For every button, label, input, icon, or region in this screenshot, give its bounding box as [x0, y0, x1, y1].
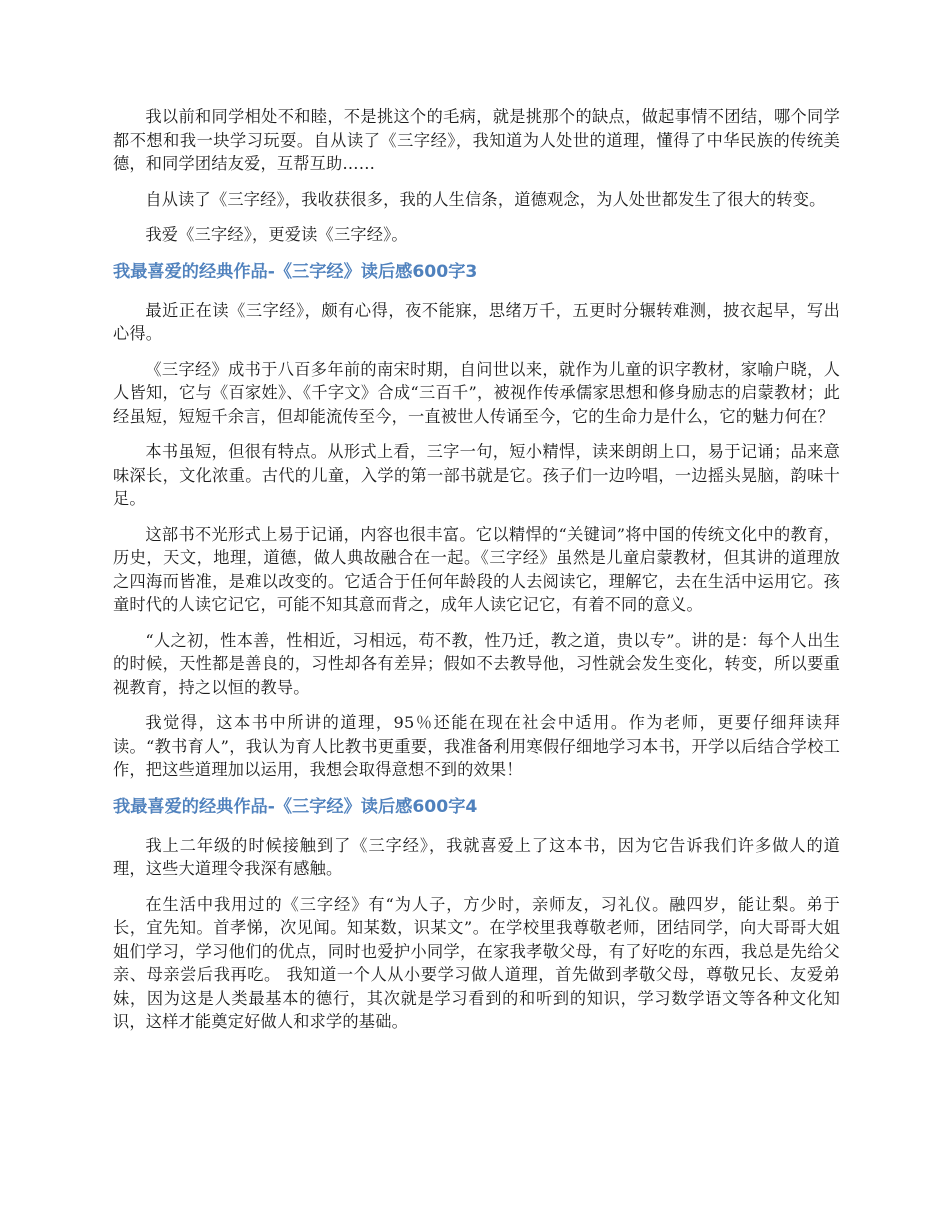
paragraph: 我爱《三字经》，更爱读《三字经》。 — [145, 225, 408, 244]
paragraph: 《三字经》成书于八百多年前的南宋时期，自问世以来，就作为儿童的识字教材，家喻户晓，人人皆知，它与《百家姓》、《千字文》合成“三百千”，被视作传承儒家思想和修身励志的启蒙教材；此经虽短，短短千余言，但却能流传至今，一直被世人传诵至今，它的生命力是什么，它的魅力何在？ — [113, 359, 840, 426]
paragraph: 我觉得，这本书中所讲的道理，95％还能在现在社会中适用。作为老师，更要仔细拜读拜读。“教书育人”，我认为育人比教书更重要，我准备利用寒假仔细地学习本书，开学以后结合学校工作，把这些道理加以运用，我想会取得意想不到的效果！ — [113, 713, 840, 779]
paragraph: 最近正在读《三字经》，颇有心得，夜不能寐，思绪万千，五更时分辗转难测，披衣起早，写出心得。 — [113, 300, 840, 343]
section-heading: 我最喜爱的经典作品-《三字经》读后感600字3 — [113, 261, 478, 282]
paragraph: 本书虽短，但很有特点。从形式上看，三字一句，短小精悍，读来朗朗上口，易于记诵；品来意味深长，文化浓重。古代的儿童，入学的第一部书就是它。孩子们一边吟唱，一边摇头晃脑，韵味十足。 — [113, 442, 840, 508]
paragraph: 在生活中我用过的《三字经》有“为人子，方少时，亲师友，习礼仪。融四岁，能让梨。弟于长，宜先知。首孝悌，次见闻。知某数，识某文”。在学校里我尊敬老师，团结同学，向大哥哥大姐姐们学习，学习他们的优点，同时也爱护小同学，在家我孝敬父母，有了好吃的东西，我总是先给父亲、母亲尝后我再吃。 我知道一个人从小要学习做人道理，首先做到孝敬父母，尊敬兄长、友爱弟妹，因为这是人类最基本的德行，其次就是学习看到的和听到的知识，学习数学语文等各种文化知识，这样才能奠定好做人和求学的基础。 — [113, 894, 840, 1031]
paragraph: 自从读了《三字经》，我收获很多，我的人生信条，道德观念，为人处世都发生了很大的转变。 — [145, 189, 826, 209]
paragraph: “人之初，性本善，性相近，习相远，苟不教，性乃迁，教之道，贵以专”。讲的是：每个人出生的时候，天性都是善良的，习性却各有差异；假如不去教导他，习性就会发生变化，转变，所以要重视教育，持之以恒的教导。 — [113, 630, 840, 697]
paragraph: 这部书不光形式上易于记诵，内容也很丰富。它以精悍的“关键词”将中国的传统文化中的教育，历史，天文，地理，道德，做人典故融合在一起。《三字经》虽然是儿童启蒙教材，但其讲的道理放之四海而皆准，是难以改变的。它适合于任何年龄段的人去阅读它，理解它，去在生活中运用它。孩童时代的人读它记它，可能不知其意而背之，成年人读它记它，有着不同的意义。 — [113, 524, 840, 614]
document-page — [113, 105, 840, 1046]
section-heading: 我最喜爱的经典作品-《三字经》读后感600字4 — [113, 796, 478, 817]
paragraph: 我上二年级的时候接触到了《三字经》，我就喜爱上了这本书，因为它告诉我们许多做人的道理，这些大道理令我深有感触。 — [113, 835, 840, 878]
paragraph: 我以前和同学相处不和睦，不是挑这个的毛病，就是挑那个的缺点，做起事情不团结，哪个同学都不想和我一块学习玩耍。自从读了《三字经》，我知道为人处世的道理，懂得了中华民族的传统美德，和同学团结友爱，互帮互助…… — [113, 107, 840, 173]
